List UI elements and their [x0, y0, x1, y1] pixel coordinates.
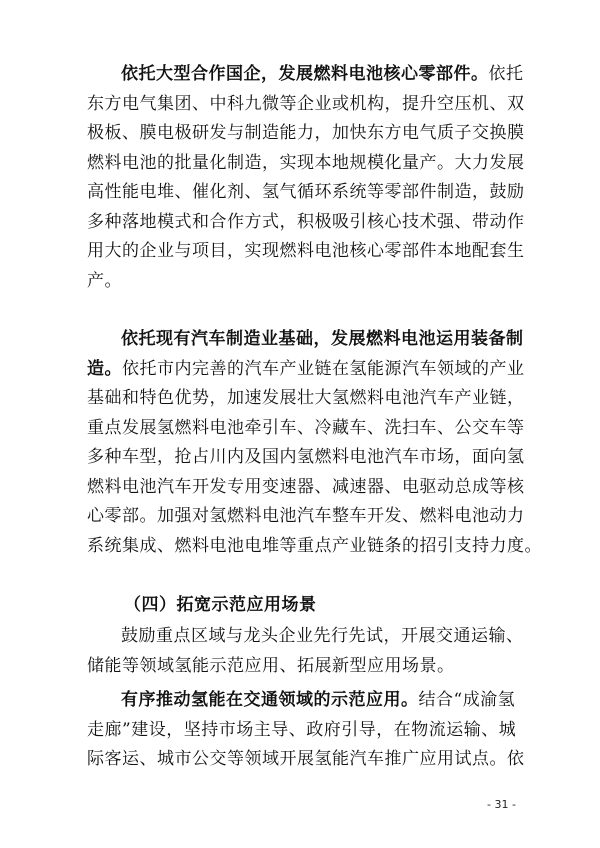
- page-number: - 31 -: [487, 798, 516, 811]
- paragraph-demonstration: [87, 622, 524, 681]
- bold-lead: 依托现有汽车制造业基础，发展燃料电池运用装备制: [121, 329, 524, 349]
- text-line: 重点发展氢燃料电池牵引车、冷藏车、洗扫车、公交车等: [87, 417, 525, 438]
- bold-lead: 依托大型合作国企，发展燃料电池核心零部件。: [121, 64, 489, 84]
- line-text: 依托: [488, 64, 524, 84]
- text-line: 多种车型，抢占川内及国内氢燃料电池汽车市场，面向氢: [87, 447, 525, 467]
- line-text: 结合“成渝氢: [418, 690, 516, 710]
- text-line: [87, 325, 524, 355]
- text-line: 燃料电池的批量化制造，实现本地规模化量产。大力发展: [87, 152, 525, 173]
- text-line: 燃料电池汽车开发专用变速器、减速器、电驱动总成等核: [87, 476, 525, 497]
- text-line: 心零部。加强对氢燃料电池汽车整车开发、燃料电池动力: [87, 506, 525, 526]
- text-line: 系统集成、燃料电池电堆等重点产业链条的招引支持力度。: [87, 535, 542, 556]
- paragraph-fuel-cell-equipment: [87, 325, 542, 561]
- paragraph-transport-application: [87, 686, 525, 775]
- text-line: 储能等领域氢能示范应用、拓展新型应用场景。: [87, 655, 455, 676]
- text-line: 高性能电堆、催化剂、氢气循环系统等零部件制造，鼓励: [87, 182, 525, 202]
- text-line: 基础和特色优势，加速发展壮大氢燃料电池汽车产业链，: [87, 388, 525, 408]
- text-line: [87, 686, 519, 716]
- text-line: 际客运、城市公交等领域开展氢能汽车推广应用试点。依: [87, 749, 525, 769]
- text-line: [87, 355, 525, 385]
- text-line: [87, 60, 524, 90]
- text-line: 走廊”建设，坚持市场主导、政府引导，在物流运输、城: [87, 719, 517, 740]
- bold-lead: 造。: [87, 358, 122, 379]
- text-line: 东方电气集团、中科九微等企业或机构，提升空压机、双: [87, 93, 525, 114]
- section-heading: （四）拓宽示范应用场景: [124, 595, 317, 615]
- text-line: 产。: [87, 270, 122, 291]
- bold-lead: 有序推动氢能在交通领域的示范应用。: [121, 690, 419, 710]
- text-line: 多种落地模式和合作方式，积极吸引核心技术强、带动作: [87, 211, 525, 232]
- line-text: 依托市内完善的汽车产业链在氢能源汽车领域的产业: [122, 358, 525, 379]
- text-line: 用大的企业与项目，实现燃料电池核心零部件本地配套生: [87, 241, 525, 261]
- paragraph-fuel-cell-components: [87, 60, 525, 296]
- text-line: 鼓励重点区域与龙头企业先行先试，开展交通运输、: [121, 626, 524, 646]
- text-line: 极板、膜电极研发与制造能力，加快东方电气质子交换膜: [87, 123, 525, 143]
